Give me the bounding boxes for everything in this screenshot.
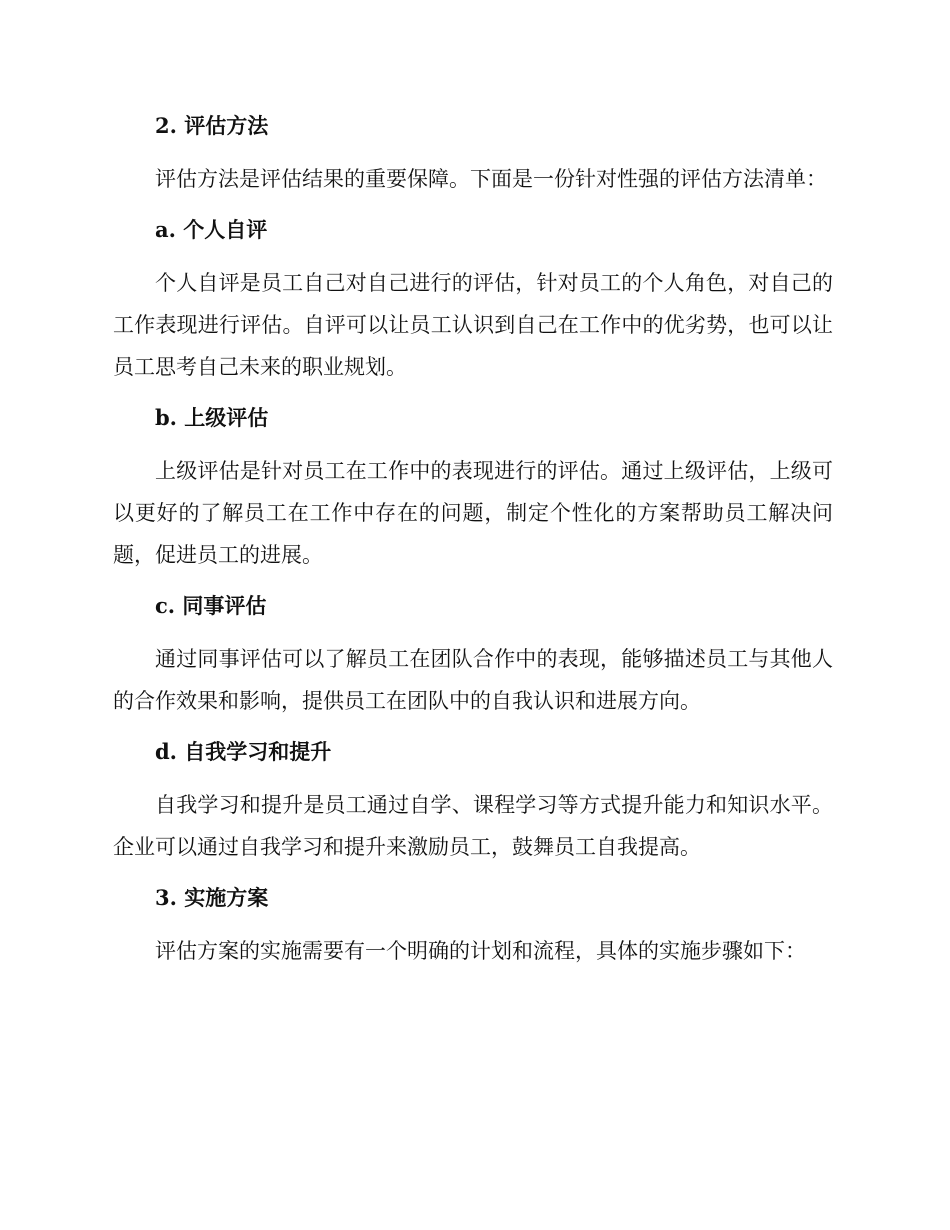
paragraph-peer-evaluation: 通过同事评估可以了解员工在团队合作中的表现，能够描述员工与其他人的合作效果和影响，提供员工在团队中的自我认识和进展方向。 — [113, 647, 833, 713]
paragraph-implementation-intro: 评估方案的实施需要有一个明确的计划和流程，具体的实施步骤如下： — [155, 939, 806, 963]
subheading-peer-evaluation: c. 同事评估 — [155, 593, 267, 618]
section-heading-implementation-plan: 3. 实施方案 — [155, 885, 269, 910]
subheading-supervisor-evaluation: b. 上级评估 — [155, 405, 269, 430]
document-page — [113, 108, 833, 984]
paragraph-self-evaluation: 个人自评是员工自己对自己进行的评估，针对员工的个人角色，对自己的工作表现进行评估。自评可以让员工认识到自己在工作中的优劣势，也可以让员工思考自己未来的职业规划。 — [113, 271, 833, 379]
paragraph-self-learning: 自我学习和提升是员工通过自学、课程学习等方式提升能力和知识水平。企业可以通过自我学习和提升来激励员工，鼓舞员工自我提高。 — [113, 793, 833, 859]
section-heading-evaluation-methods: 2. 评估方法 — [155, 113, 269, 138]
subheading-self-learning: d. 自我学习和提升 — [155, 739, 332, 764]
paragraph-evaluation-methods-intro: 评估方法是评估结果的重要保障。下面是一份针对性强的评估方法清单： — [155, 167, 827, 191]
paragraph-supervisor-evaluation: 上级评估是针对员工在工作中的表现进行的评估。通过上级评估，上级可以更好的了解员工在工作中存在的问题，制定个性化的方案帮助员工解决问题，促进员工的进展。 — [113, 459, 833, 567]
subheading-self-evaluation: a. 个人自评 — [155, 217, 268, 242]
